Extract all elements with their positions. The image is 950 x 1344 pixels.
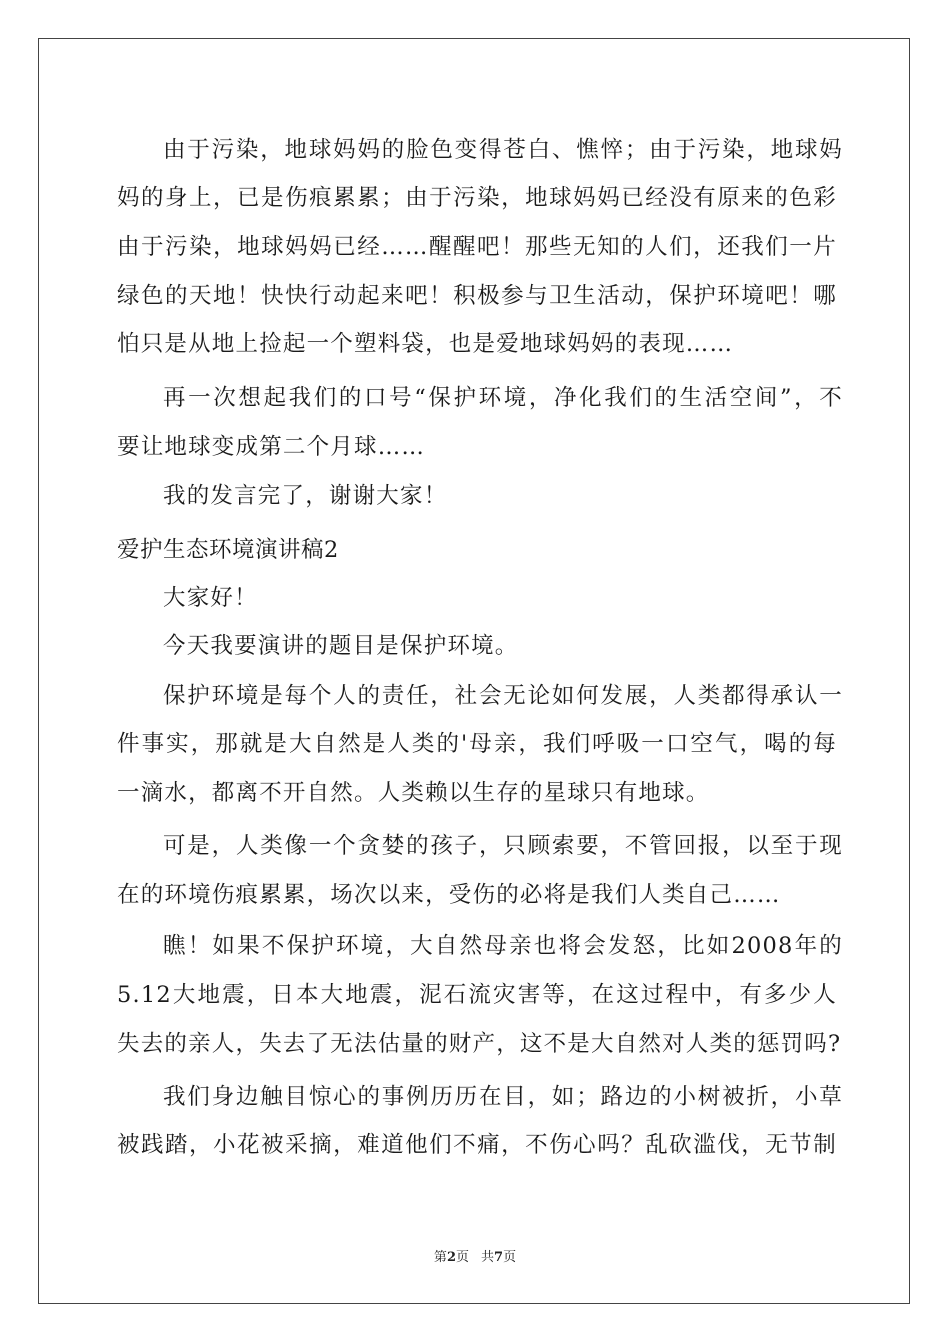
text-line: 保护环境是每个人的责任，社会无论如何发展，人类都得承认一 [163,683,843,709]
text-line: 由于污染，地球妈妈已经……醒醒吧！那些无知的人们，还我们一片 [117,234,837,260]
text-line: 瞧！如果不保护环境，大自然母亲也将会发怒，比如2008年的 [163,933,843,959]
total-pages: 7 [494,1250,504,1265]
text-line: 我的发言完了，谢谢大家！ [163,483,448,509]
text-line: 绿色的天地！快快行动起来吧！积极参与卫生活动，保护环境吧！哪 [117,283,837,309]
total-label-suffix: 页 [503,1250,517,1265]
page-footer [0,1246,950,1265]
text-line: 在的环境伤痕累累，场次以来，受伤的必将是我们人类自己…… [117,882,781,908]
text-line: 要让地球变成第二个月球…… [117,434,426,460]
section-heading: 爱护生态环境演讲稿2 [117,537,339,563]
text-line: 由于污染，地球妈妈的脸色变得苍白、憔悴；由于污染，地球妈 [163,137,843,163]
text-line: 我们身边触目惊心的事例历历在目，如；路边的小树被折，小草 [163,1084,843,1110]
page-number: 2 [446,1250,456,1265]
page-label-suffix: 页 [455,1250,469,1265]
page-label-prefix: 第 [433,1250,447,1265]
text-line: 5.12大地震，日本大地震，泥石流灾害等，在这过程中，有多少人 [117,982,837,1008]
text-line: 被践踏，小花被采摘，难道他们不痛，不伤心吗？乱砍滥伐，无节制 [117,1132,837,1158]
page-frame [38,38,910,1304]
text-line: 可是，人类像一个贪婪的孩子，只顾索要，不管回报，以至于现 [163,833,843,859]
text-line: 再一次想起我们的口号“保护环境，净化我们的生活空间”，不 [163,385,843,411]
text-line: 今天我要演讲的题目是保护环境。 [163,633,519,659]
text-line: 件事实，那就是大自然是人类的'母亲，我们呼吸一口空气，喝的每 [117,731,837,757]
total-label-prefix: 共 [481,1250,495,1265]
text-line: 一滴水，都离不开自然。人类赖以生存的星球只有地球。 [117,780,710,806]
text-line: 失去的亲人，失去了无法估量的财产，这不是大自然对人类的惩罚吗? [117,1031,842,1057]
text-line: 妈的身上，已是伤痕累累；由于污染，地球妈妈已经没有原来的色彩 [117,185,837,211]
text-line: 怕只是从地上捡起一个塑料袋，也是爱地球妈妈的表现…… [117,331,734,357]
text-line: 大家好！ [163,585,258,611]
